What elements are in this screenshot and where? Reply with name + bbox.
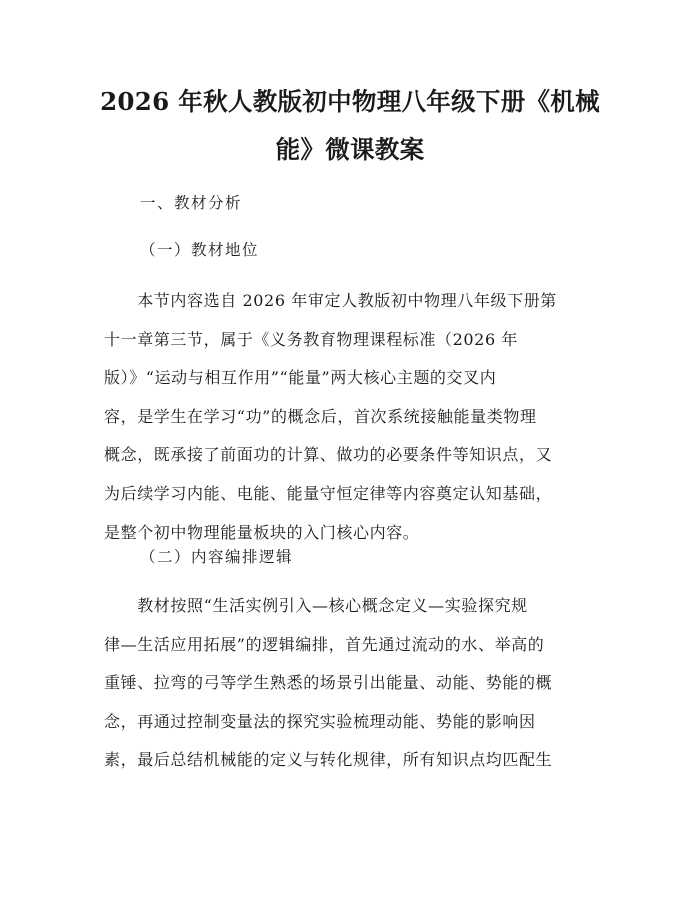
paragraph-line: 本节内容选自 2026 年审定人教版初中物理八年级下册第 [104, 291, 557, 310]
paragraph-line: 容，是学生在学习“功”的概念后，首次系统接触能量类物理 [104, 406, 537, 426]
paragraph-textbook-position [104, 282, 604, 552]
paragraph-line: 素，最后总结机械能的定义与转化规律，所有知识点均匹配生 [104, 750, 553, 770]
paragraph-line: 教材按照“生活实例引入—核心概念定义—实验探究规 [104, 596, 528, 615]
paragraph-line: 十一章第三节，属于《义务教育物理课程标准（2026 年 [104, 329, 519, 349]
paragraph-line: 为后续学习内能、电能、能量守恒定律等内容奠定认知基础， [104, 483, 553, 503]
paragraph-line: 版）》“运动与相互作用”“能量”两大核心主题的交叉内 [104, 368, 497, 388]
paragraph-line: 律—生活应用拓展”的逻辑编排，首先通过流动的水、举高的 [104, 634, 545, 654]
paragraph-line: 念，再通过控制变量法的探究实验梳理动能、势能的影响因 [104, 711, 536, 731]
subsection-heading-content-logic: （二）内容编排逻辑 [140, 548, 294, 566]
paragraph-line: 概念，既承接了前面功的计算、做功的必要条件等知识点，又 [104, 445, 553, 465]
title-line-1: 2026 年秋人教版初中物理八年级下册《机械 [100, 87, 600, 116]
paragraph-line: 是整个初中物理能量板块的入门核心内容。 [104, 522, 420, 542]
paragraph-line: 重锤、拉弯的弓等学生熟悉的场景引出能量、动能、势能的概 [104, 673, 553, 693]
subsection-heading-textbook-position: （一）教材地位 [140, 241, 260, 259]
document-title [95, 78, 605, 174]
section-heading-textbook-analysis: 一、教材分析 [140, 194, 243, 212]
paragraph-content-logic [104, 587, 604, 780]
title-line-2: 能》微课教案 [275, 135, 425, 164]
